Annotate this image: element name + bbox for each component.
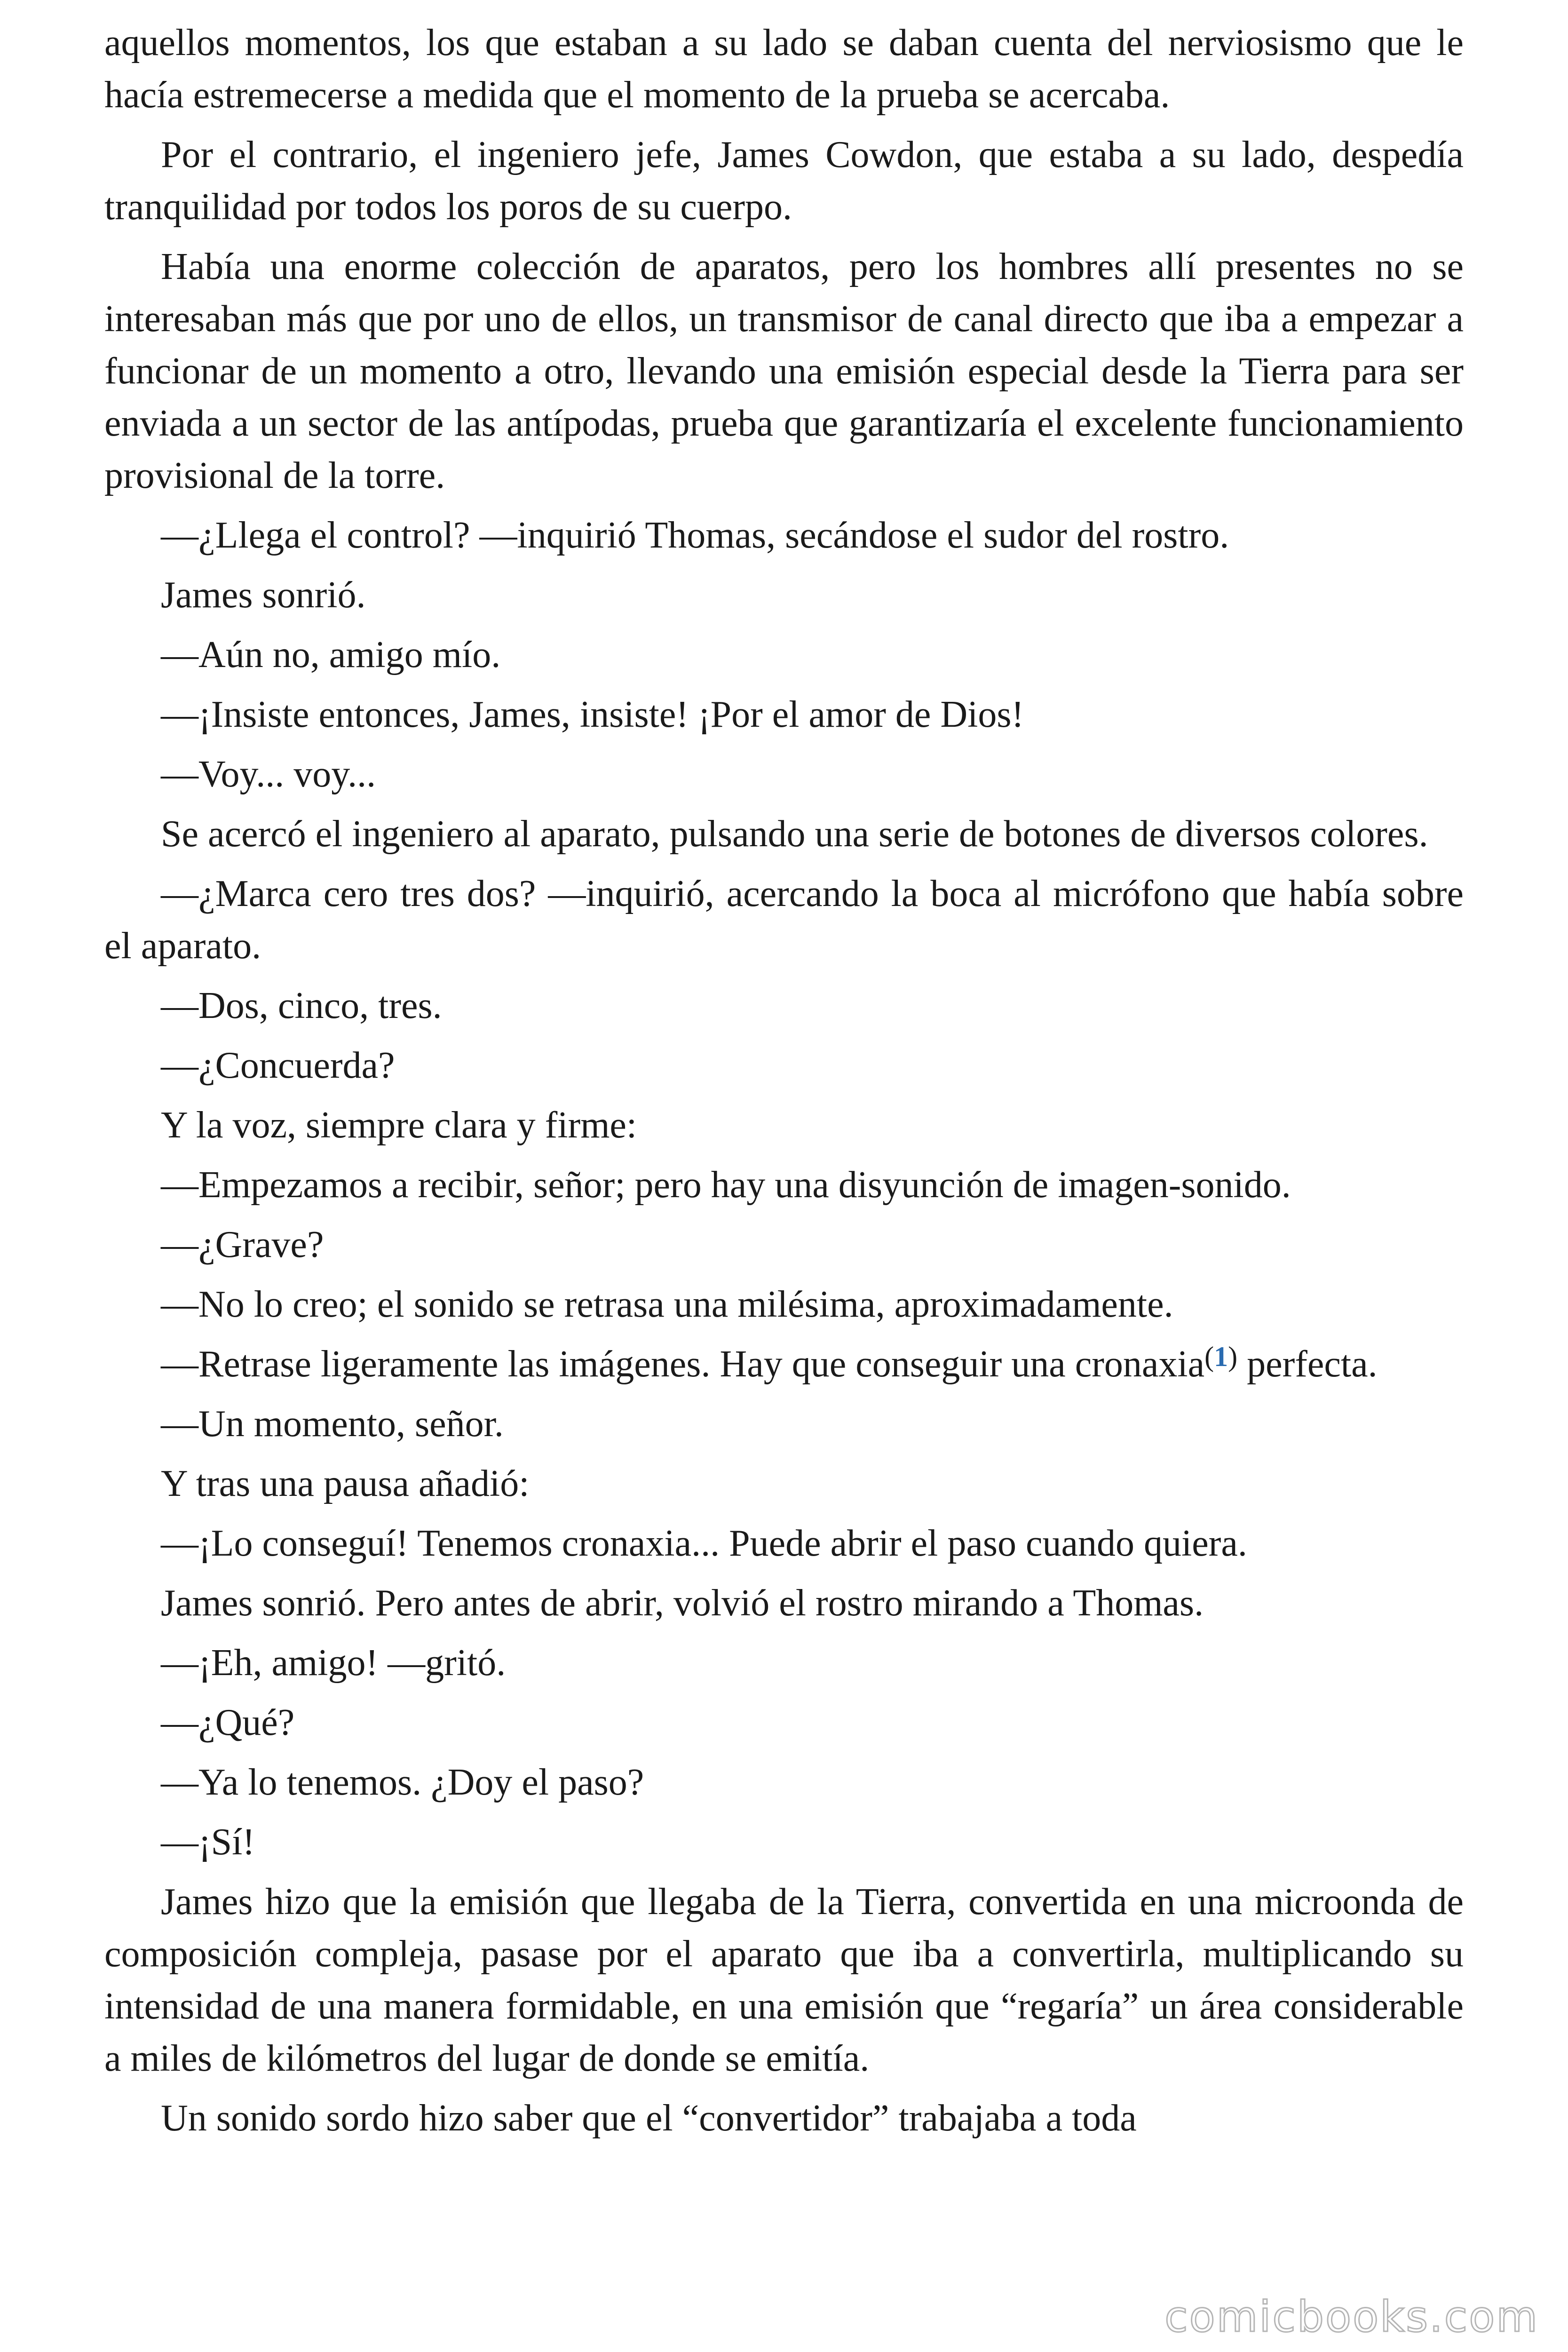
book-page (104, 17, 1464, 2152)
paragraph: James sonrió. Pero antes de abrir, volvió el rostro mirando a Thomas. (161, 1582, 1204, 1624)
paragraph: —¡Lo conseguí! Tenemos cronaxia... Puede abrir el paso cuando quiera. (161, 1523, 1247, 1564)
paragraph-text: perfecta. (1237, 1343, 1378, 1385)
paragraph: —Dos, cinco, tres. (161, 985, 442, 1026)
paragraph: aquellos momentos, los que estaban a su lado se daban cuenta del nerviosismo que le hacía estremecerse a medida que el momento de la prueba se acercaba. (104, 22, 1464, 116)
paragraph: —¡Sí! (161, 1821, 255, 1863)
paragraph: —Ya lo tenemos. ¿Doy el paso? (161, 1762, 644, 1803)
paragraph: —¡Insiste entonces, James, insiste! ¡Por el amor de Dios! (161, 694, 1024, 735)
watermark: comicbooks.com (1164, 2292, 1539, 2342)
paragraph: —Aún no, amigo mío. (161, 634, 501, 675)
footnote-link[interactable]: 1 (1214, 1341, 1228, 1372)
paragraph: —Un momento, señor. (161, 1403, 504, 1445)
paragraph: —¿Marca cero tres dos? —inquirió, acercando la boca al micrófono que había sobre el aparato. (104, 873, 1464, 967)
paragraph: —¿Grave? (161, 1224, 324, 1265)
paragraph: James hizo que la emisión que llegaba de la Tierra, convertida en una microonda de composición compleja, pasase por el aparato que iba a convertirla, multiplicando su intensidad de una manera formidable, en una emisión que “regaría” un área considerable a miles de kilómetros del lugar de donde se emitía. (104, 1881, 1464, 2079)
footnote-reference (1204, 1341, 1237, 1372)
paragraph: —No lo creo; el sonido se retrasa una milésima, aproximadamente. (161, 1284, 1173, 1325)
paragraph-text: —Retrase ligeramente las imágenes. Hay que conseguir una cronaxia (161, 1343, 1205, 1385)
paragraph: —¿Qué? (161, 1702, 295, 1743)
paragraph: —¿Concuerda? (161, 1045, 395, 1086)
paragraph: —Empezamos a recibir, señor; pero hay una disyunción de imagen-sonido. (161, 1164, 1291, 1206)
paragraph: Y la voz, siempre clara y firme: (161, 1104, 637, 1146)
paragraph: Se acercó el ingeniero al aparato, pulsando una serie de botones de diversos colores. (161, 813, 1428, 855)
paragraph: Un sonido sordo hizo saber que el “convertidor” trabajaba a toda (161, 2098, 1137, 2139)
paragraph: James sonrió. (161, 574, 366, 616)
paragraph: —¿Llega el control? —inquirió Thomas, secándose el sudor del rostro. (161, 515, 1229, 556)
paragraph: —Voy... voy... (161, 754, 376, 795)
footnote-paren-close: ) (1228, 1341, 1238, 1372)
paragraph: Había una enorme colección de aparatos, pero los hombres allí presentes no se interesaban más que por uno de ellos, un transmisor de canal directo que iba a empezar a funcionar de un momento a otro, llevando una emisión especial desde la Tierra para ser enviada a un sector de las antípodas, prueba que garantizaría el excelente funcionamiento provisional de la torre. (104, 246, 1464, 496)
paragraph-with-footnote (104, 1338, 1464, 1391)
footnote-paren-open: ( (1204, 1341, 1214, 1372)
paragraph: Y tras una pausa añadió: (161, 1463, 530, 1504)
paragraph: —¡Eh, amigo! —gritó. (161, 1642, 506, 1684)
paragraph: Por el contrario, el ingeniero jefe, James Cowdon, que estaba a su lado, despedía tranquilidad por todos los poros de su cuerpo. (104, 134, 1464, 228)
